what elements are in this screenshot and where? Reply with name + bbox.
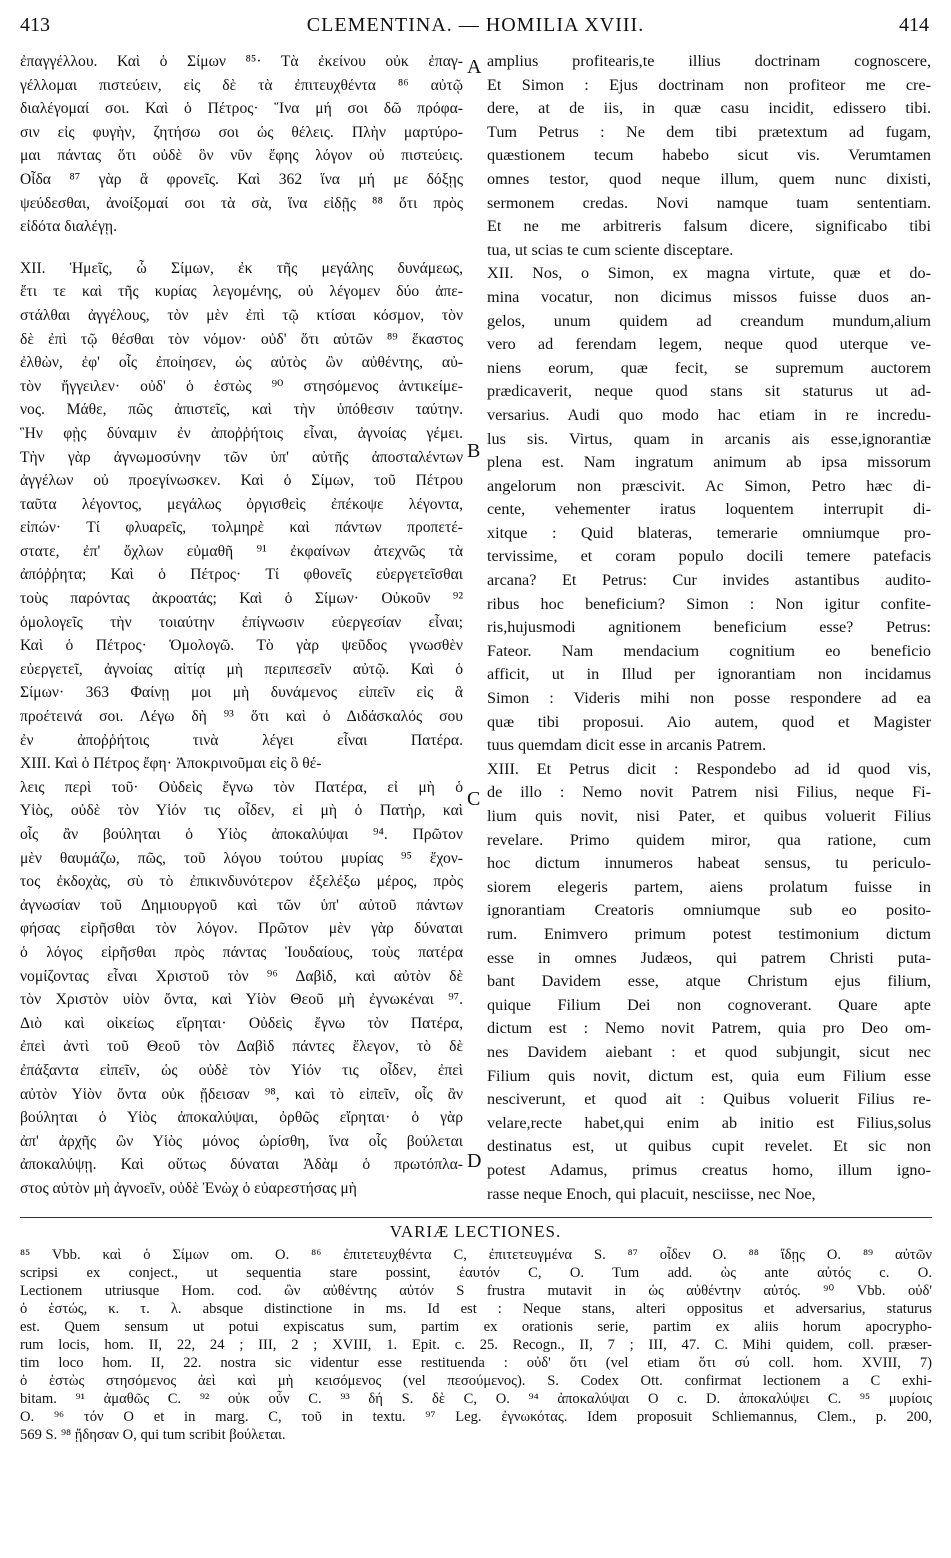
latin-text-line: rum. Enimvero primum potest testimonium dictum: [487, 924, 931, 943]
greek-text-line: βούληται ὁ Υἱὸς ἀποκαλύψαι, ὀρθῶς εἴρηται· ὁ γὰρ: [20, 1109, 463, 1127]
note-line: ⁸⁵ Vbb. καὶ ὁ Σίμων om. O. ⁸⁶ ἐπιτετευχθέντα C, ἐπιτετευγμένα S. ⁸⁷ οἶδεν O. ⁸⁸ ἴδῃς O. ⁸⁹ αὐτῶν: [20, 1247, 932, 1263]
notes-divider: [20, 1217, 932, 1218]
greek-text-line: δὲ ἐπὶ τῷ θέσθαι τὸν νόμον· οὐδ' ὅτι αὐτῶν ⁸⁹ ἕκαστος: [20, 330, 463, 348]
greek-text-line: XII. Ἡμεῖς, ὦ Σίμων, ἐκ τῆς μεγάλης δυνάμεως,: [20, 259, 463, 277]
latin-text-line: amplius profitearis,te illius doctrinam cognoscere,: [487, 52, 931, 70]
latin-text-line: ris,hujusmodi agnitionem beneficium esse? Petrus:: [487, 618, 931, 637]
greek-text-line: μὲν θαυμάζω, πῶς, τοῦ λόγου τούτου μυρίας ⁹⁵ ἔχον-: [20, 849, 463, 867]
greek-text-line: λεις περὶ τοῦ· Οὐδεὶς ἔγνω τὸν Πατέρα, εἰ μὴ ὁ: [20, 778, 463, 796]
greek-text-line: Διὸ καὶ οἰκείως εἴρηται· Οὐδεὶς ἔγνω τὸν Πατέρα,: [20, 1014, 463, 1032]
greek-text-line: εἰδότα διαλέγῃ.: [20, 218, 117, 236]
greek-text-line: οἷς ἂν βούληται ὁ Υἱὸς ἀποκαλύψαι ⁹⁴. Πρῶτον: [20, 826, 463, 843]
note-line: bitam. ⁹¹ ἀμαθῶς C. ⁹² οὐκ οὖν C. ⁹³ δή S. δὲ C, O. ⁹⁴ ἀποκαλύψαι O c. D. ἀποκαλύψει C. ⁹⁵ μυρίοις: [20, 1391, 932, 1407]
latin-text-line: velare,recte habet,qui enim ab initio est Filius,solus: [487, 1113, 931, 1132]
page-number-left: 413: [20, 14, 50, 36]
margin-letter-a: A: [467, 56, 482, 78]
latin-text-line: arcana? Et Petrus: Cur invides astantibus audito-: [487, 571, 931, 590]
latin-text-line: lus sis. Virtus, quam in arcanis ais esse,ignorantiæ: [487, 429, 931, 448]
greek-text-line: μαι πάντας ὅτι οὐδὲ ὃν νῦν ἔφης λόγον οὐ πιστεύεις.: [20, 147, 463, 165]
latin-text-line: quique Filium Dei non cognoverant. Quare apte: [487, 995, 931, 1014]
latin-text-line: Et Simon : Ejus doctrinam non profiteor me cre-: [487, 75, 931, 94]
latin-text-line: siorem elegeris partem, aiens prolatum fuisse in: [487, 877, 931, 896]
greek-text-line: ἀποκαλύψῃ. Καὶ οὕτως δύναται Ἀδὰμ ὁ πρωτόπλα-: [20, 1156, 463, 1174]
latin-text-line: prædicaverit, neque quod stans sit staturus ut ad-: [487, 382, 931, 401]
latin-text-line: ignorantiam Creatoris omniumque sub eo posito-: [487, 901, 931, 920]
greek-text-line: XIII. Καὶ ὁ Πέτρος ἔφη· Ἀποκρινοῦμαι εἰς ὃ θέ-: [20, 755, 322, 773]
greek-text-line: ἀγνωσίαν τοῦ Δημιουργοῦ καὶ τῶν ὑπ' αὐτοῦ πάντων: [20, 896, 463, 914]
margin-letter-d: D: [467, 1150, 482, 1172]
latin-text-line: bant Davidem esse, atque Christum ejus filium,: [487, 972, 931, 991]
latin-text-line: destinatus est, ut quibus cupit revelet. Et sic non: [487, 1137, 931, 1156]
greek-text-line: ἐλθὼν, ἐφ' οἷς ἐποίησεν, ὡς αὐτὸς ὢν αὐθέντης, αὐ-: [20, 354, 463, 372]
latin-text-line: Et ne me arbitreris falsum dicere, significabo tibi: [487, 217, 931, 236]
latin-text-line: nesciverunt, et quod ait : Quibus voluerit Filius re-: [487, 1090, 931, 1109]
greek-text-line: αὐτὸν Υἱὸν ὄντα οὐκ ᾔδεισαν ⁹⁸, καὶ τὸ εἰπεῖν, οἷς ἂν: [20, 1085, 463, 1103]
greek-text-line: ἀπ' ἀρχῆς ὢν Υἱὸς μόνος ὡρίσθη, ἵνα οἷς βούλεται: [20, 1132, 463, 1150]
greek-text-line: ἐπάξαντα εἰπεῖν, ὡς οὐδὲ τὸν Υἱόν τις οἶδεν, ἐπεὶ: [20, 1061, 463, 1079]
latin-text-line: vero ad ferendam legem, neque quod uterque ve-: [487, 335, 931, 354]
greek-text-line: ὁ λόγος εἰρῆσθαι πρὸς πάντας Ἰουδαίους, τοὺς πατέρα: [20, 943, 463, 961]
latin-text-line: quæ tibi proposui. Aio autem, quod et Magister: [487, 712, 931, 731]
latin-text-line: ribus hoc beneficium? Simon : Non igitur confite-: [487, 594, 931, 613]
page-number-right: 414: [899, 14, 929, 36]
latin-text-line: dictum est : Nemo novit Patrem, quia pro Deo om-: [487, 1019, 931, 1038]
greek-text-line: εἰπών· Τί φλυαρεῖς, τολμηρὲ καὶ πάντων προπετέ-: [20, 519, 463, 537]
variant-readings-notes: [20, 1246, 932, 1444]
greek-text-line: ἐν ἀποῤῥήτοις τινὰ λέγει εἶναι Πατέρα.: [20, 731, 463, 749]
greek-text-line: τὸν Χριστὸν υἱὸν ὄντα, καὶ Υἱὸν Θεοῦ μὴ ἐγνωκέναι ⁹⁷.: [20, 991, 463, 1009]
greek-text-line: ἐπαγγέλλου. Καὶ ὁ Σίμων ⁸⁵· Τὰ ἐκείνου οὐκ ἐπαγ-: [20, 53, 463, 70]
note-line: est. Quem sensum ut potui expiscatus sum, partim ex orationis serie, partim ex aliis horum apocrypho-: [20, 1319, 932, 1335]
latin-text-line: Tum Petrus : Ne dem tibi prætextum ad fugam,: [487, 122, 931, 141]
latin-text-line: XIII. Et Petrus dicit : Respondebo ad id quod vis,: [487, 759, 931, 778]
latin-text-line: versarius. Audi quo modo hac etiam in re incredu-: [487, 405, 931, 424]
latin-column: [487, 50, 931, 1206]
greek-text-line: ὁμολογεῖς τὴν τοιαύτην ἐπίγνωσιν εὐεργεσίαν εἶναι;: [20, 613, 463, 631]
note-line: ὁ ἑστώς, κ. τ. λ. absque distinctione in ms. Id est : Neque stans, alteri oppositus et adversarius, staturus: [20, 1301, 932, 1317]
latin-text-line: gelos, unum quidem ad creandum mundum,alium: [487, 311, 931, 330]
greek-text-line: Τὴν γὰρ ἀγνωμοσύνην τῶν ὑπ' αὐτῆς ἀποσταλέντων: [20, 448, 463, 466]
greek-column: [20, 50, 463, 1201]
latin-text-line: XII. Nos, o Simon, ex magna virtute, quæ et do-: [487, 264, 931, 283]
latin-text-line: xitque : Quid blateras, temerarie omniumque pro-: [487, 523, 931, 542]
greek-text-line: Σίμων· 363 Φαίνῃ μοι μὴ δυνάμενος εἰπεῖν εἰς ἃ: [20, 684, 463, 702]
latin-text-line: Filium quis novit, dictum est, quia eum Filium esse: [487, 1066, 931, 1085]
greek-text-line: ἔτι τε καὶ τῆς κυρίας λεγομένης, οὐ λέγομεν δύο ἀπε-: [20, 283, 463, 301]
greek-text-line: ταῦτα λέγοντος, μεγάλως ὀργισθεὶς ἐπέκοψε λέγοντα,: [20, 495, 463, 513]
greek-text-line: ἀγγέλων οὐ προεγίνωσκεν. Καὶ ὁ Σίμων, τοῦ Πέτρου: [20, 472, 463, 490]
latin-text-line: esse in omnes Judæos, qui patrem Christi puta-: [487, 948, 931, 967]
latin-text-line: niens eorum, quæ fecit, se supremum auctorem: [487, 358, 931, 377]
greek-text-line: στος αὐτὸν μὴ ἀγνοεῖν, οὐδὲ Ἐνὼχ ὁ εὐαρεστήσας μὴ: [20, 1179, 357, 1197]
latin-text-line: dere, at de iis, in quæ casu incidit, edissero tibi.: [487, 99, 931, 118]
greek-text-line: Οἶδα ⁸⁷ γὰρ ἃ φρονεῖς. Καὶ 362 ἵνα μή με δόξῃς: [20, 170, 463, 188]
greek-text-line: τος ἐκδοχὰς, σὺ τὸ ἐπικινδυνότερον ἐξελέξω μέρος, πρὸς: [20, 873, 463, 891]
greek-text-line: στάλθαι ἀγγέλους, τὸν μὲν ἐπὶ τῷ κτίσαι κόσμον, τὸν: [20, 306, 463, 324]
greek-text-line: σιν εἰς φυγὴν, ζητήσω σοι ὡς θέλεις. Πλὴν μαρτύρο-: [20, 123, 463, 141]
greek-text-line: Καὶ ὁ Πέτρος· Ὁμολογῶ. Τὸ γὰρ ψεῦδος γνωσθὲν: [20, 637, 463, 655]
latin-text-line: plena est. Nam ingratum animum ab ipsa missorum: [487, 453, 931, 472]
running-header: [0, 14, 951, 44]
note-line: rum locis, hom. II, 22, 24 ; III, 2 ; XVIII, 1. Epit. c. 25. Recogn., II, 7 ; III, 47. C. Mihi quidem, coll. præser-: [20, 1337, 932, 1353]
margin-letter-b: B: [467, 440, 481, 462]
variae-lectiones-title: VARIÆ LECTIONES.: [389, 1222, 562, 1241]
note-line: scripsi ex conject., ut sequentia stare possint, ἑαυτόν C, O. Tum add. ὡς ante αὐτός c. O.: [20, 1265, 932, 1281]
note-line: O. ⁹⁶ τόν O et in marg. C, τοῦ in textu. ⁹⁷ Leg. ἐγνωκότας. Idem proposuit Schliemannus, Clem., p. 200,: [20, 1409, 932, 1425]
greek-text-line: τὸν ἤγγειλεν· οὐδ' ὁ ἑστὼς ⁹⁰ στησόμενος ἀντικείμε-: [20, 377, 463, 395]
latin-text-line: rasse neque Enoch, qui placuit, nesciisse, nec Noe,: [487, 1184, 816, 1203]
latin-text-line: lium quis novit, nisi Pater, et quibus voluerit Filius: [487, 807, 931, 825]
latin-text-line: mina vocatur, non dicimus missos fuisse duos an-: [487, 287, 931, 306]
greek-text-line: Ἣν φῂς δύναμιν ἐν ἀποῤῥήτοις εἶναι, ἀγνοίας γέμει.: [20, 424, 463, 442]
greek-text-line: φήσας εἰρῆσθαι τὸν λόγον. Πρῶτον μὲν γὰρ δύναται: [20, 920, 463, 938]
greek-text-line: προέτεινά σοι. Λέγω δὴ ⁹³ ὅτι καὶ ὁ Διδάσκαλός σου: [20, 708, 463, 726]
latin-text-line: tuus quemdam dicit esse in arcanis Patrem.: [487, 736, 767, 755]
latin-text-line: tervissime, et coram populo docili temere patefacis: [487, 547, 931, 566]
latin-text-line: cente, vehementer iratus loquentem interrupit di-: [487, 500, 931, 519]
latin-text-line: nes Davidem aiebant : et quod subjungit, sicut nec: [487, 1042, 931, 1061]
greek-text-line: ἀπόῤῥητα; Καὶ ὁ Πέτρος· Τί φθονεῖς εὐεργετεῖσθαι: [20, 566, 463, 584]
greek-text-line: ψεύδεσθαι, ἀνοίξομαί σοι τὰ σὰ, ἵνα εἰδῇς ⁸⁸ ὅτι πρὸς: [20, 194, 463, 212]
margin-letter-c: C: [467, 788, 481, 810]
greek-text-line: τοὺς παρόντας ἀκροατάς; Καὶ ὁ Σίμων· Οὐκοῦν ⁹²: [20, 590, 463, 608]
latin-text-line: omnes testor, quod neque illum, quem nunc dixisti,: [487, 169, 931, 188]
latin-text-line: de illo : Nemo novit Patrem nisi Filius, neque Fi-: [487, 783, 931, 802]
running-title: CLEMENTINA. — HOMILIA XVIII.: [306, 14, 645, 36]
latin-text-line: potest Adamus, primus creatus homo, illum igno-: [487, 1160, 931, 1179]
latin-text-line: Simon : Videris mihi non posse respondere ad ea: [487, 689, 931, 708]
latin-text-line: angelorum non præscivit. Ac Simon, Petro hæc di-: [487, 476, 931, 495]
latin-text-line: revelare. Primo quidem miror, qua ratione, cum: [487, 830, 931, 849]
paragraph-gap: [20, 239, 463, 257]
greek-text-line: ἐπεὶ ἀντὶ τοῦ Θεοῦ τὸν Δαβὶδ πάντες ἔλεγον, τὸ δὲ: [20, 1038, 463, 1056]
note-line: Lectionem utriusque Hom. cod. ὢν αὐθέντης αὐτόν S frustra mutavit in ὡς αὐθέντην αὐτός. ⁹⁰ Vbb. οὐδ': [20, 1283, 932, 1299]
note-line: tim loco hom. II, 22. nostra sic videntur esse restituenda : οὐδ' ὅτι (vel etiam ὅτι σύ coll. hom. XVIII, 7): [20, 1355, 932, 1371]
greek-text-line: γέλλομαι πιστεύειν, εἰς δὲ τὰ ἐπιτευχθέντα ⁸⁶ αὐτῷ: [20, 76, 463, 94]
greek-text-line: διαλέγομαί σοι. Καὶ ὁ Πέτρος· Ἵνα μή σοι δῶ πρόφα-: [20, 100, 463, 118]
latin-text-line: afficit, ut in Illud per ignorantiam non incidamus: [487, 665, 931, 684]
greek-text-line: Υἱὸς, οὐδὲ τὸν Υἱόν τις οἶδεν, εἰ μὴ ὁ Πατὴρ, καὶ: [20, 802, 463, 820]
latin-text-line: Fateor. Nam mendacium cognitium eo beneficio: [487, 641, 931, 660]
greek-text-line: στατε, ἐπ' ὄχλων εὐμαθῆ ⁹¹ ἐκφαίνων ἀτεχνῶς τὰ: [20, 542, 463, 560]
greek-text-line: νος. Μάθε, πῶς ἀπιστεῖς, καὶ τὴν ὑπόθεσιν ταύτην.: [20, 401, 463, 419]
greek-text-line: νομίζοντας εἶναι Χριστοῦ τὸν ⁹⁶ Δαβὶδ, καὶ αὐτὸν δὲ: [20, 967, 463, 985]
greek-text-line: εὐεργετεῖ, ἀγνοίας αἰτίᾳ μὴ περιπεσεῖν αὐτῷ. Καὶ ὁ: [20, 660, 463, 678]
note-line: ὁ ἑστὼς στησόμενος ἀεὶ καὶ μὴ κεισόμενος (vel πεσούμενος). S. Codex Ott. confirmat lectionem a C exhi-: [20, 1373, 932, 1389]
latin-text-line: hoc dictum innumeros habeat sensus, tu periculo-: [487, 854, 931, 873]
latin-text-line: quæstionem tecum habebo sicut vis. Verumtamen: [487, 146, 931, 165]
latin-text-line: tua, ut scias te cum sciente disceptare.: [487, 240, 734, 259]
note-line: 569 S. ⁹⁸ ᾔδησαν O, qui tum scribit βούλεται.: [20, 1427, 286, 1443]
latin-text-line: sermonem credas. Novi namque tuam sententiam.: [487, 193, 931, 212]
